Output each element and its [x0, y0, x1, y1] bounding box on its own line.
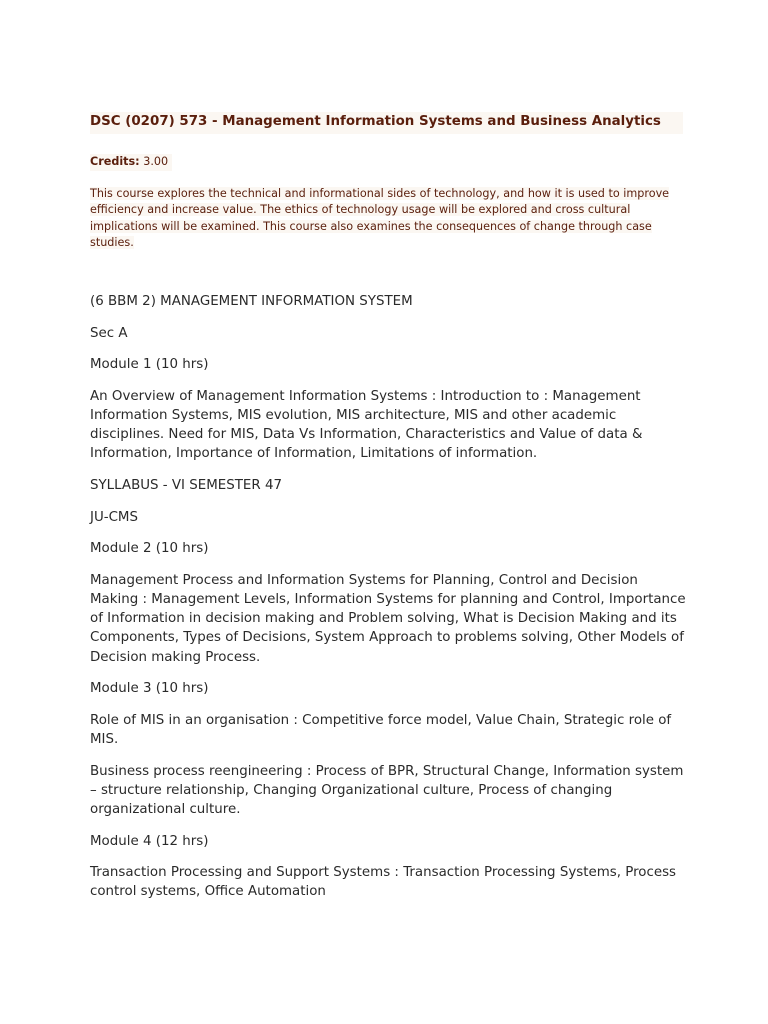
module-heading: Module 1 (10 hrs)	[90, 357, 209, 373]
credits-value: 3.00	[143, 155, 169, 168]
page-footer-text: SYLLABUS - VI SEMESTER 47	[90, 477, 282, 493]
course-description	[90, 186, 686, 252]
course-credits	[90, 154, 172, 171]
section-label: Sec A	[90, 325, 128, 341]
course-title: DSC (0207) 573 - Management Information Systems and Business Analytics	[90, 112, 683, 134]
page-footer-text: JU-CMS	[90, 509, 138, 525]
module-heading: Module 3 (10 hrs)	[90, 681, 209, 697]
syllabus-body	[90, 292, 690, 914]
description-line: implications will be examined. This course also examines the consequences of change through case	[90, 219, 652, 233]
module-paragraph: Business process reengineering : Process of BPR, Structural Change, Information system – structure relationship, Changing Organizational culture, Process of changing organizational culture.	[90, 763, 684, 817]
module-heading: Module 4 (12 hrs)	[90, 833, 209, 849]
description-line: This course explores the technical and informational sides of technology, and how it is used to improve	[90, 187, 670, 200]
module-paragraph: Management Process and Information Systems for Planning, Control and Decision Making : Management Levels, Information Systems for planning and Control, Importance of Information in decision making and Problem solving, What is Decision Making and its Components, Types of Decisions, System Approach to problems solving, Other Models of Decision making Process.	[90, 572, 686, 665]
module-paragraph: Role of MIS in an organisation : Competitive force model, Value Chain, Strategic role of MIS.	[90, 712, 672, 747]
credits-label: Credits:	[90, 155, 140, 168]
description-line: efficiency and increase value. The ethics of technology usage will be explored and cross cultural	[90, 203, 631, 217]
syllabus-heading: (6 BBM 2) MANAGEMENT INFORMATION SYSTEM	[90, 294, 413, 309]
module-heading: Module 2 (10 hrs)	[90, 541, 209, 557]
description-line: studies.	[90, 236, 134, 250]
module-paragraph: An Overview of Management Information Systems : Introduction to : Management Information Systems, MIS evolution, MIS architecture, MIS and other academic disciplines. Need for MIS, Data Vs Information, Characteristics and Value of data & Information, Importance of Information, Limitations of information.	[90, 388, 643, 462]
module-paragraph: Transaction Processing and Support Systems : Transaction Processing Systems, Process control systems, Office Automation	[90, 865, 677, 900]
